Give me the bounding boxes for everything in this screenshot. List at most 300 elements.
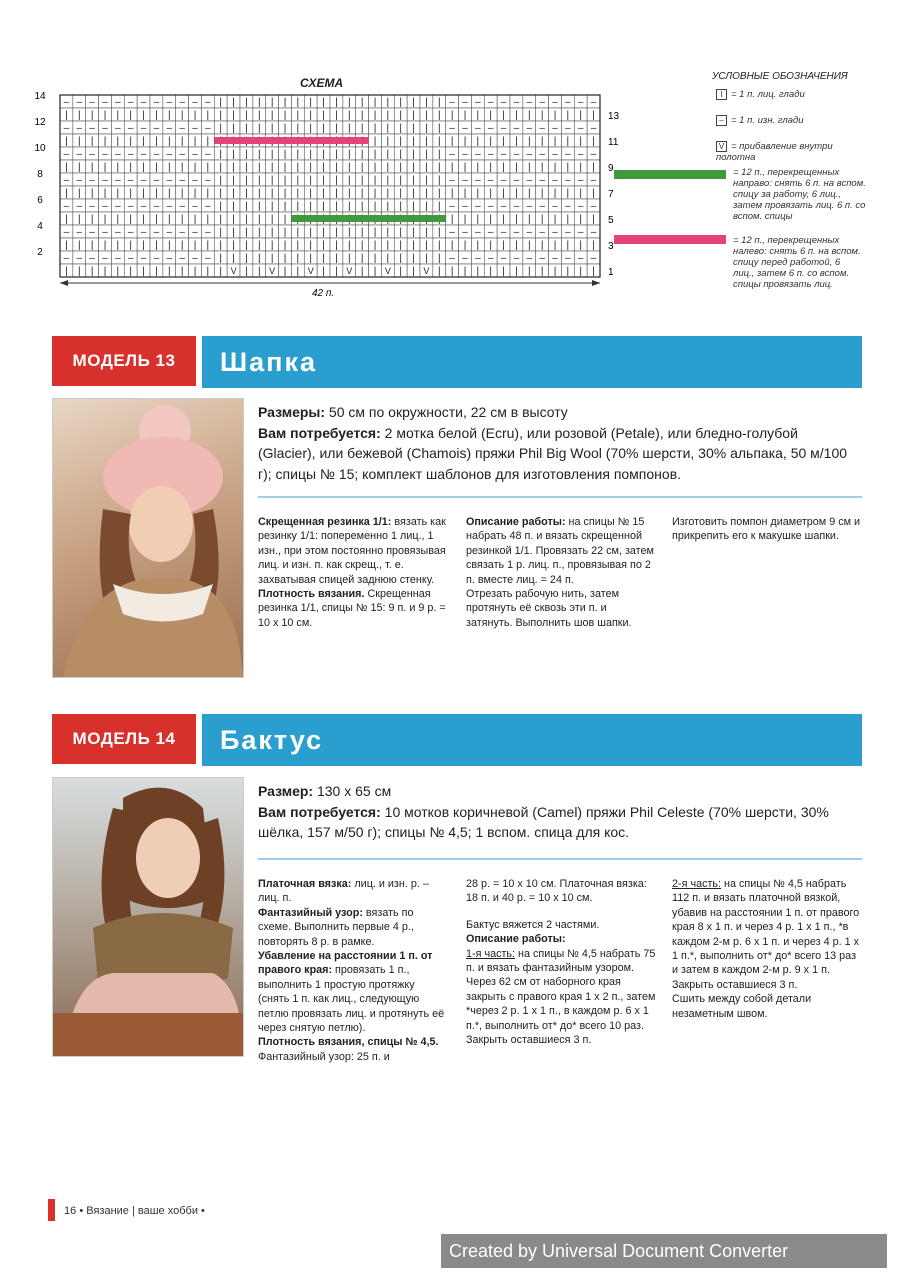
footer-separator: •: [201, 1205, 205, 1217]
chart-symbol: |: [553, 240, 557, 251]
chart-symbol: |: [309, 162, 313, 173]
chart-symbol: |: [245, 201, 248, 212]
chart-symbol: |: [476, 188, 480, 199]
chart-symbol: |: [283, 162, 287, 173]
chart-symbol: –: [127, 175, 134, 186]
chart-symbol: |: [116, 188, 120, 199]
chart-symbol: |: [309, 227, 313, 238]
chart-symbol: –: [475, 123, 481, 134]
chart-symbol: |: [219, 97, 223, 108]
chart-symbol: |: [566, 110, 570, 121]
chart-symbol: |: [90, 266, 94, 277]
model14-column-1: [258, 877, 448, 1064]
chart-symbol: |: [502, 136, 505, 147]
chart-symbol: |: [245, 110, 248, 121]
chart-symbol: |: [142, 136, 145, 147]
chart-symbol: –: [487, 227, 494, 238]
chart-symbol: –: [577, 97, 584, 108]
chart-symbol: |: [283, 110, 287, 121]
chart-symbol: |: [180, 136, 184, 147]
chart-symbol: –: [153, 227, 160, 238]
chart-symbol: –: [539, 175, 545, 186]
chart-symbol: V: [384, 266, 391, 276]
chart-symbol: |: [296, 162, 300, 173]
chart-symbol: |: [309, 188, 313, 199]
chart-symbol: |: [450, 266, 454, 277]
model13-column-2: [466, 515, 654, 630]
chart-symbol: –: [552, 149, 558, 160]
row-number-right: 13: [608, 111, 620, 122]
chart-symbol: |: [579, 240, 583, 251]
chart-symbol: –: [140, 149, 147, 160]
chart-symbol: |: [335, 227, 338, 238]
chart-symbol: –: [63, 253, 70, 264]
chart-symbol: |: [193, 188, 197, 199]
chart-symbol: |: [553, 188, 557, 199]
chart-symbol: |: [527, 240, 531, 251]
chart-symbol: |: [219, 227, 223, 238]
chart-symbol: |: [206, 214, 210, 225]
chart-symbol: |: [322, 175, 325, 186]
chart-symbol: |: [283, 266, 287, 277]
chart-symbol: –: [539, 227, 545, 238]
part1-text: на спицы № 4,5 набрать 75 п. и вязать фантазийным узором. Через 62 см от набoрного края закрыть с правого края 1 x 2 п., затем *через 2 р. 1 x 1 п., в каждом р. 6 x 1 п.*, выполнить от* до* всего 10 раз. Закрыть оставшиеся 3 п.: [466, 947, 656, 1047]
row-number-right: 5: [608, 215, 614, 226]
chart-symbol: |: [193, 214, 197, 225]
chart-symbol: |: [77, 162, 81, 173]
chart-symbol: |: [489, 188, 493, 199]
chart-symbol: |: [270, 149, 274, 160]
cable-left-icon: [614, 235, 726, 244]
chart-symbol: |: [155, 266, 158, 277]
decrease-text: провязать 1 п., выполнить 1 простую протяжку (снять 1 п. как лиц., следующую петлю провязать лиц. и протянуть её через снятую петлю).: [258, 964, 445, 1035]
chart-symbol: –: [140, 97, 147, 108]
chart-symbol: |: [373, 227, 377, 238]
chart-symbol: |: [142, 214, 145, 225]
chart-symbol: –: [115, 149, 121, 160]
chart-symbol: |: [193, 110, 197, 121]
chart-symbol: –: [526, 123, 533, 134]
sizes-label: Размеры:: [258, 404, 326, 420]
chart-symbol: –: [590, 175, 597, 186]
chart-symbol: –: [153, 123, 160, 134]
chart-symbol: |: [360, 175, 364, 186]
divider: [258, 496, 862, 498]
chart-symbol: |: [489, 162, 493, 173]
chart-symbol: –: [590, 253, 597, 264]
chart-symbol: |: [193, 266, 197, 277]
divider: [258, 858, 862, 860]
chart-symbol: –: [192, 227, 198, 238]
footer-bar: |: [131, 1205, 135, 1217]
chart-symbol: |: [463, 136, 467, 147]
chart-symbol: |: [373, 149, 377, 160]
materials-text: 2 мотка белой (Ecru), или розовой (Petale), или бледно-голубой (Glacier), или бежевой (Chamois) пряжи Phil Big Wool (70% шерсти, 30% альпака, 50 м/100 г); спицы № 15; комплект шаблонов для изготовления помпонов.: [258, 424, 848, 482]
chart-symbol: |: [347, 201, 351, 212]
chart-symbol: |: [360, 110, 364, 121]
chart-symbol: |: [116, 266, 120, 277]
chart-symbol: |: [309, 240, 313, 251]
chart-symbol: |: [219, 201, 223, 212]
chart-symbol: |: [386, 97, 390, 108]
chart-symbol: |: [155, 136, 158, 147]
chart-symbol: –: [462, 175, 468, 186]
chart-symbol: |: [129, 162, 133, 173]
chart-symbol: |: [553, 110, 557, 121]
model14-badge: МОДЕЛЬ 14: [52, 714, 196, 764]
chart-symbol: |: [386, 149, 390, 160]
chart-symbol: –: [552, 97, 558, 108]
chart-symbol: |: [360, 266, 364, 277]
chart-symbol: –: [565, 97, 571, 108]
chart-symbol: |: [296, 201, 300, 212]
chart-symbol: –: [115, 123, 121, 134]
chart-symbol: |: [155, 110, 158, 121]
chart-symbol: |: [296, 123, 300, 134]
chart-symbol: |: [245, 214, 248, 225]
chart-symbol: |: [335, 253, 338, 264]
chart-symbol: –: [89, 175, 95, 186]
chart-symbol: |: [283, 175, 287, 186]
chart-symbol: |: [515, 110, 518, 121]
chart-symbol: |: [463, 188, 467, 199]
chart-symbol: –: [500, 149, 507, 160]
chart-symbol: |: [257, 97, 261, 108]
chart-symbol: |: [129, 266, 133, 277]
chart-symbol: |: [270, 253, 274, 264]
chart-symbol: |: [540, 136, 544, 147]
chart-symbol: |: [515, 240, 518, 251]
chart-symbol: –: [487, 123, 494, 134]
chart-symbol: |: [257, 214, 261, 225]
chart-symbol: –: [205, 149, 211, 160]
chart-symbol: |: [566, 240, 570, 251]
chart-symbol: –: [526, 201, 533, 212]
chart-symbol: |: [322, 149, 325, 160]
footer: [64, 1205, 205, 1217]
chart-symbol: |: [232, 188, 235, 199]
chart-symbol: –: [565, 253, 571, 264]
chart-symbol: |: [373, 97, 377, 108]
row-number-right: 11: [608, 137, 619, 148]
chart-symbol: |: [245, 253, 248, 264]
pattern-text: вязать по схеме. Выполнить первые 4 р., повторять 8 р. в рамке.: [258, 906, 414, 948]
chart-symbol: –: [475, 201, 481, 212]
chart-symbol: |: [425, 110, 428, 121]
chart-symbol: |: [489, 266, 493, 277]
chart-symbol: |: [399, 110, 403, 121]
chart-symbol: |: [219, 266, 223, 277]
rib-heading: Скрещенная резинка 1/1:: [258, 516, 392, 528]
chart-symbol: |: [515, 214, 518, 225]
chart-symbol: |: [373, 123, 377, 134]
chart-symbol: |: [116, 214, 120, 225]
chart-symbol: |: [296, 188, 300, 199]
chart-symbol: |: [463, 266, 467, 277]
chart-symbol: –: [552, 123, 558, 134]
chart-symbol: |: [206, 162, 210, 173]
chart-symbol: |: [219, 214, 223, 225]
sizes-text: 50 см по окружности, 22 см в высоту: [325, 404, 568, 420]
chart-symbol: |: [270, 110, 274, 121]
chart-symbol: |: [232, 214, 235, 225]
chart-symbol: |: [425, 97, 428, 108]
chart-symbol: |: [245, 162, 248, 173]
chart-symbol: |: [219, 253, 223, 264]
chart-symbol: –: [539, 149, 545, 160]
chart-symbol: |: [592, 188, 595, 199]
model14-column-2: [466, 877, 656, 1047]
chart-symbol: –: [462, 227, 468, 238]
chart-symbol: –: [565, 149, 571, 160]
chart-symbol: –: [192, 149, 198, 160]
chart-symbol: |: [296, 240, 300, 251]
model13-intro: [258, 402, 848, 484]
chart-symbol: –: [127, 97, 134, 108]
chart-symbol: |: [347, 253, 351, 264]
chart-symbol: |: [206, 136, 210, 147]
chart-symbol: |: [103, 214, 107, 225]
chart-symbol: –: [89, 97, 95, 108]
chart-symbol: –: [115, 97, 121, 108]
chart-symbol: |: [155, 240, 158, 251]
chart-symbol: –: [153, 201, 160, 212]
chart-symbol: |: [335, 240, 338, 251]
size-text: 130 x 65 см: [313, 783, 392, 799]
chart-symbol: –: [76, 97, 83, 108]
chart-symbol: –: [127, 149, 134, 160]
chart-symbol: |: [399, 201, 403, 212]
chart-symbol: –: [140, 201, 147, 212]
chart-symbol: |: [283, 201, 287, 212]
chart-symbol: |: [373, 201, 377, 212]
footer-marker: [48, 1199, 55, 1221]
chart-symbol: |: [425, 227, 428, 238]
chart-symbol: |: [77, 266, 81, 277]
chart-symbol: –: [115, 175, 121, 186]
chart-symbol: –: [500, 123, 507, 134]
chart-symbol: |: [399, 123, 403, 134]
chart-symbol: |: [257, 201, 261, 212]
chart-symbol: |: [412, 123, 415, 134]
chart-symbol: |: [65, 266, 68, 277]
chart-symbol: |: [335, 266, 338, 277]
magazine-subtitle: ваше хобби: [137, 1205, 198, 1217]
chart-symbol: –: [475, 253, 481, 264]
chart-symbol: –: [552, 201, 558, 212]
chart-symbol: |: [322, 97, 325, 108]
chart-symbol: |: [412, 201, 415, 212]
chart-symbol: |: [193, 240, 197, 251]
chart-symbol: |: [232, 110, 235, 121]
chart-symbol: |: [386, 123, 390, 134]
chart-symbol: |: [399, 175, 403, 186]
chart-symbol: –: [102, 201, 108, 212]
chart-symbol: –: [192, 253, 198, 264]
chart-symbol: |: [245, 123, 248, 134]
width-arrow-left: [60, 280, 68, 286]
chart-symbol: |: [412, 136, 415, 147]
chart-symbol: |: [527, 214, 531, 225]
chart-symbol: |: [245, 266, 248, 277]
chart-symbol: –: [577, 123, 584, 134]
chart-symbol: |: [373, 162, 377, 173]
chart-symbol: |: [425, 175, 428, 186]
legend-title: УСЛОВНЫЕ ОБОЗНАЧЕНИЯ: [712, 71, 848, 82]
chart-symbol: |: [193, 136, 197, 147]
chart-symbol: –: [115, 227, 121, 238]
chart-symbol: –: [449, 253, 455, 264]
chart-symbol: |: [296, 97, 300, 108]
legend-increase-text: = прибавление внутри полотна: [716, 141, 833, 164]
chart-symbol: |: [219, 123, 223, 134]
chart-symbol: –: [205, 123, 211, 134]
chart-symbol: |: [232, 240, 235, 251]
model13-column-1: [258, 515, 448, 630]
chart-symbol: |: [373, 175, 377, 186]
chart-width-label: 42 п.: [312, 288, 335, 299]
chart-symbol: |: [283, 240, 287, 251]
chart-symbol: |: [245, 188, 248, 199]
chart-symbol: |: [103, 136, 107, 147]
chart-symbol: |: [347, 123, 351, 134]
chart-symbol: |: [579, 214, 583, 225]
chart-symbol: –: [166, 227, 173, 238]
chart-symbol: –: [76, 175, 83, 186]
chart-symbol: |: [502, 266, 505, 277]
chart-symbol: –: [539, 253, 545, 264]
chart-symbol: –: [513, 175, 520, 186]
chart-symbol: |: [65, 188, 68, 199]
chart-symbol: |: [360, 227, 364, 238]
chart-symbol: –: [513, 97, 520, 108]
chart-symbol: |: [412, 110, 415, 121]
chart-symbol: |: [515, 136, 518, 147]
materials-text: 10 мотков коричневой (Camel) пряжи Phil Celeste (70% шерсти, 30% шёлка, 157 м/50 г); спицы № 4,5; 1 вспом. спица для кос.: [258, 803, 829, 840]
chart-symbol: |: [270, 123, 274, 134]
instructions-text: на спицы № 15 набрать 48 п. и вязать скрещенной резинкой 1/1. Провязать 22 см, затем связать 1 р. лиц. п., провязывая по 2 п. вместе лиц. = 24 п.: [466, 516, 654, 586]
chart-symbol: |: [232, 227, 235, 238]
chart-symbol: |: [257, 149, 261, 160]
chart-symbol: |: [142, 240, 145, 251]
chart-symbol: |: [463, 240, 467, 251]
chart-symbol: |: [322, 201, 325, 212]
chart-symbol: |: [437, 253, 441, 264]
chart-symbol: |: [257, 227, 261, 238]
chart-symbol: –: [76, 149, 83, 160]
chart-symbol: |: [592, 214, 595, 225]
chart-symbol: |: [437, 149, 441, 160]
chart-symbol: |: [476, 162, 480, 173]
chart-symbol: |: [386, 188, 390, 199]
chart-symbol: –: [102, 97, 108, 108]
chart-symbol: |: [592, 162, 595, 173]
chart-symbol: |: [103, 266, 107, 277]
chart-symbol: –: [487, 175, 494, 186]
chart-symbol: |: [437, 97, 441, 108]
chart-symbol: |: [309, 110, 313, 121]
chart-symbol: |: [167, 136, 171, 147]
chart-symbol: –: [76, 227, 83, 238]
chart-symbol: |: [540, 214, 544, 225]
chart-symbol: |: [437, 123, 441, 134]
chart-symbol: |: [412, 149, 415, 160]
chart-symbol: |: [270, 201, 274, 212]
row-number-left: 2: [37, 247, 43, 258]
model14-title: Бактус: [202, 714, 862, 766]
chart-symbol: |: [425, 162, 428, 173]
chart-symbol: |: [412, 162, 415, 173]
chart-symbol: –: [462, 253, 468, 264]
chart-symbol: |: [77, 240, 81, 251]
chart-symbol: |: [335, 201, 338, 212]
chart-symbol: –: [89, 227, 95, 238]
chart-symbol: |: [553, 266, 557, 277]
chart-symbol: –: [449, 175, 455, 186]
chart-symbol: –: [89, 149, 95, 160]
chart-symbol: |: [515, 162, 518, 173]
row-number-right: 1: [608, 267, 614, 278]
chart-symbol: |: [103, 162, 107, 173]
chart-symbol: |: [373, 240, 377, 251]
size-label: Размер:: [258, 783, 314, 799]
chart-symbol: –: [205, 227, 211, 238]
garter-heading: Платочная вязка:: [258, 878, 352, 890]
chart-symbol: –: [89, 123, 95, 134]
model14-intro: [258, 781, 864, 843]
chart-symbol: |: [206, 266, 210, 277]
chart-symbol: –: [565, 123, 571, 134]
chart-symbol: |: [373, 110, 377, 121]
chart-symbol: |: [90, 110, 94, 121]
chart-symbol: |: [270, 97, 274, 108]
footer-separator: •: [79, 1205, 84, 1217]
chart-symbol: |: [232, 201, 235, 212]
chart-symbol: V: [230, 266, 237, 276]
model14-column-3: [672, 877, 862, 1021]
chart-symbol: |: [347, 175, 351, 186]
chart-symbol: |: [193, 162, 197, 173]
chart-symbol: –: [475, 97, 481, 108]
chart-symbol: –: [590, 149, 597, 160]
chart-symbol: |: [335, 188, 338, 199]
chart-symbol: –: [166, 149, 173, 160]
chart-symbol: |: [90, 214, 94, 225]
chart-symbol: –: [102, 123, 108, 134]
chart-symbol: |: [219, 175, 223, 186]
chart-symbol: |: [322, 253, 325, 264]
chart-symbol: |: [77, 110, 81, 121]
chart-symbol: –: [127, 201, 134, 212]
chart-symbol: |: [180, 162, 184, 173]
chart-symbol: –: [63, 97, 70, 108]
chart-symbol: |: [142, 188, 145, 199]
chart-symbol: |: [347, 162, 351, 173]
chart-symbol: –: [526, 175, 533, 186]
row-number-left: 8: [37, 169, 43, 180]
chart-symbol: |: [502, 240, 505, 251]
chart-symbol: |: [322, 123, 325, 134]
chart-symbol: |: [399, 97, 403, 108]
chart-symbol: –: [513, 123, 520, 134]
chart-symbol: –: [526, 97, 533, 108]
chart-symbol: |: [463, 162, 467, 173]
chart-symbol: –: [487, 201, 494, 212]
row-number-left: 12: [34, 117, 46, 128]
chart-symbol: –: [166, 201, 173, 212]
row-number-right: 7: [608, 189, 614, 200]
chart-symbol: |: [142, 110, 145, 121]
